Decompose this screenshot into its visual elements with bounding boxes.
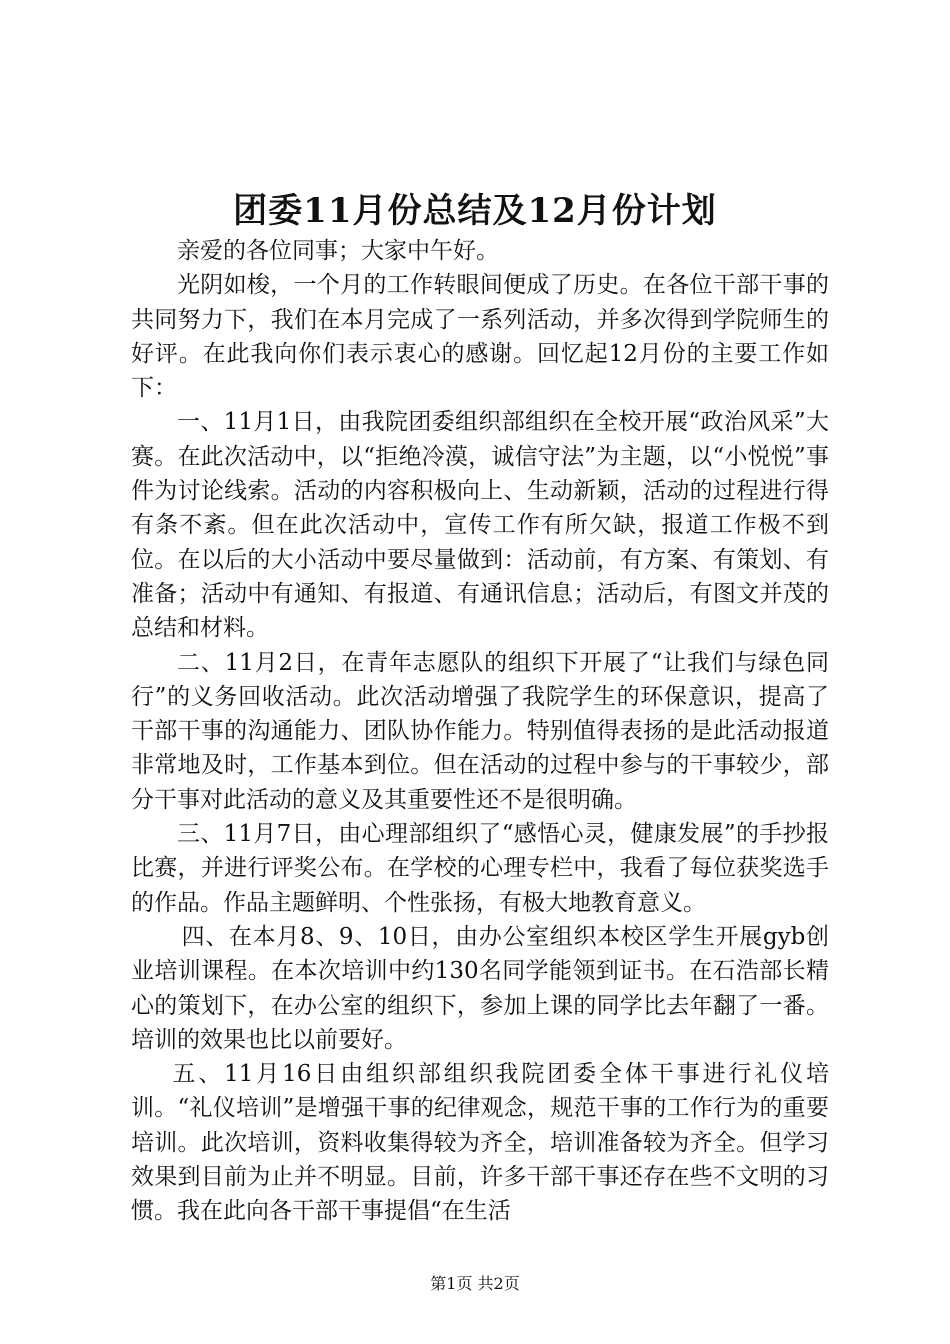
page-number-footer: 第1页 共2页 xyxy=(430,1274,520,1293)
intro-paragraph: 光阴如梭，一个月的工作转眼间便成了历史。在各位干部干事的共同努力下，我们在本月完成了一系列活动，并多次得到学院师生的好评。在此我向你们表示衷心的感谢。回忆起12月份的主要工作如下： xyxy=(131,272,829,402)
item-4-paragraph: 四、在本月8、9、10日，由办公室组织本校区学生开展gyb创业培训课程。在本次培训中约130名同学能领到证书。在石浩部长精心的策划下，在办公室的组织下，参加上课的同学比去年翻了一番。培训的效果也比以前要好。 xyxy=(131,923,829,1053)
item-3-paragraph: 三、11月7日，由心理部组织了“感悟心灵，健康发展”的手抄报比赛，并进行评奖公布。在学校的心理专栏中，我看了每位获奖选手的作品。作品主题鲜明、个性张扬，有极大地教育意义。 xyxy=(131,821,829,916)
item-2-paragraph: 二、11月2日，在青年志愿队的组织下开展了“让我们与绿色同行”的义务回收活动。此次活动增强了我院学生的环保意识，提高了干部干事的沟通能力、团队协作能力。特别值得表扬的是此活动报道非常地及时，工作基本到位。但在活动的过程中参与的干事较少，部分干事对此活动的意义及其重要性还不是很明确。 xyxy=(131,649,829,813)
greeting-paragraph: 亲爱的各位同事；大家中午好。 xyxy=(177,238,499,264)
document-body xyxy=(131,234,829,1229)
document-title: 团委11月份总结及12月份计划 xyxy=(233,191,717,231)
item-1-paragraph: 一、11月1日，由我院团委组织部组织在全校开展“政治风采”大赛。在此次活动中，以“拒绝冷漠，诚信守法”为主题，以“小悦悦”事件为讨论线索。活动的内容积极向上、生动新颖，活动的过程进行得有条不紊。但在此次活动中，宣传工作有所欠缺，报道工作极不到位。在以后的大小活动中要尽量做到：活动前，有方案、有策划、有准备；活动中有通知、有报道、有通讯信息；活动后，有图文并茂的总结和材料。 xyxy=(131,409,829,642)
item-5-paragraph: 五、11月16日由组织部组织我院团委全体干事进行礼仪培训。“礼仪培训”是增强干事的纪律观念，规范干事的工作行为的重要培训。此次培训，资料收集得较为齐全，培训准备较为齐全。但学习效果到目前为止并不明显。目前，许多干部干事还存在些不文明的习惯。我在此向各干部干事提倡“在生活 xyxy=(131,1061,829,1225)
